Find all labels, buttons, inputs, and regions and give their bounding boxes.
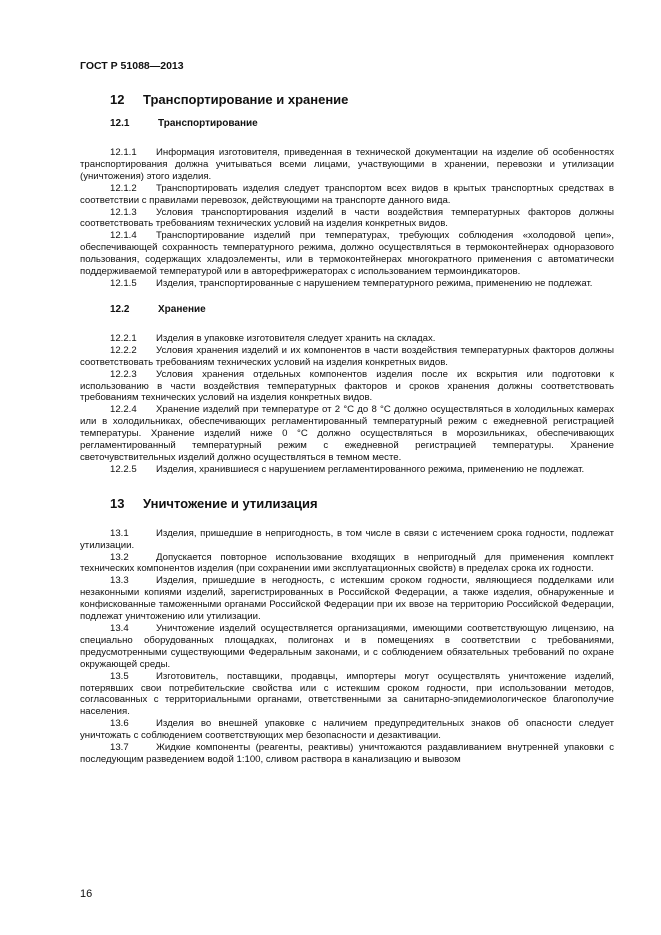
paragraph-text: Транспортирование изделий при температурах, требующих соблюдения «холодовой цепи», обеспечивающей сохранность температурного режима, должно осуществляться в термоконтейнерах одноразового пользования, содержащих хладоэлементы, или в термоконтейнерах многократного применения с автоматически поддерживаемой температурой или в авторефрижераторах с использованием термоиндикаторов. bbox=[80, 230, 614, 278]
paragraph bbox=[80, 345, 614, 369]
paragraph bbox=[80, 147, 614, 183]
paragraph-number: 12.1.2 bbox=[110, 182, 137, 194]
paragraph-text: Изделия в упаковке изготовителя следует хранить на складах. bbox=[156, 332, 436, 344]
section-title: Уничтожение и утилизация bbox=[143, 495, 318, 511]
paragraph-text: Хранение изделий при температуре от 2 °С до 8 °С должно осуществляться в холодильных камерах или в холодильниках, обеспечивающих регламентированный температурный режим с ежедневной регистрацией температуры. Хранение изделий ниже 0 °С должно осуществляться в морозильниках, обеспечивающих регламентированный температурный режим с ежедневной регистрацией температуры. Хранение светочувствительных изделий должно осуществляться в темном месте. bbox=[80, 404, 614, 463]
paragraph-text: Изделия во внешней упаковке с наличием предупредительных знаков об опасности следует уничтожать с соблюдением соответствующих мер безопасности и дезактивации. bbox=[80, 718, 614, 742]
paragraph-number: 12.2.1 bbox=[110, 332, 137, 344]
paragraph-text: Изделия, пришедшие в непригодность, в том числе в связи с истечением срока годности, подлежат утилизации. bbox=[80, 527, 614, 551]
paragraph-number: 13.1 bbox=[110, 527, 129, 539]
paragraph-number: 12.2.5 bbox=[110, 463, 137, 475]
subsection-12-1-heading bbox=[80, 118, 614, 131]
paragraph-number: 12.2.4 bbox=[110, 404, 137, 416]
paragraph-number: 12.1.3 bbox=[110, 206, 137, 218]
paragraph-number: 12.1.5 bbox=[110, 277, 137, 289]
paragraph bbox=[80, 671, 614, 719]
paragraph bbox=[80, 207, 614, 231]
paragraph-number: 13.5 bbox=[110, 670, 129, 682]
paragraph bbox=[80, 718, 614, 742]
paragraph bbox=[80, 230, 614, 278]
subsection-title: Транспортирование bbox=[158, 118, 258, 129]
page-number: 16 bbox=[80, 888, 93, 900]
paragraph-text: Изделия, пришедшие в негодность, с истекшим сроком годности, являющиеся подделками или незаконными копиями изделий, зарегистрированных в Российской Федерации, а также изделия, обнаруженные и конфискованные таможенными органами Российской Федерации при их ввозе на территорию Российской Федерации, подлежат уничтожению или утилизации. bbox=[80, 575, 614, 623]
subsection-12-2-heading bbox=[80, 304, 614, 317]
paragraph-text: Изготовитель, поставщики, продавцы, импортеры могут осуществлять уничтожение изделий, потерявших свои потребительские свойства или с истекшим сроком годности, при использовании методов, согласованных с территориальными органами, ответственными за санитарно-эпидемиологическое благополучие населения. bbox=[80, 670, 614, 718]
paragraph-text: Изделия, транспортированные с нарушением температурного режима, применению не подлежат. bbox=[156, 277, 593, 289]
paragraph-text: Условия хранения изделий и их компонентов в части воздействия температурных факторов должны соответствовать требованиям технических условий на изделия конкретных видов. bbox=[80, 344, 614, 368]
document-page bbox=[80, 60, 614, 766]
running-header: ГОСТ Р 51088—2013 bbox=[80, 60, 184, 72]
subsection-title: Хранение bbox=[158, 303, 206, 315]
paragraph bbox=[80, 552, 614, 576]
paragraph-text: Транспортировать изделия следует транспортом всех видов в крытых транспортных средствах в соответствии с правилами перевозок, действующими на транспорте данного вида. bbox=[80, 182, 614, 206]
paragraph bbox=[80, 333, 614, 345]
paragraph-text: Условия хранения отдельных компонентов изделия после их вскрытия или подготовки к использованию в части воздействия температурных факторов и сроков хранения должны соответствовать требованиям технических условий на изделия конкретных видов. bbox=[80, 368, 614, 404]
paragraph-text: Уничтожение изделий осуществляется организациями, имеющими соответствующую лицензию, на специально оборудованных площадках, полигонах и в помещениях в соответствии с требованиями, предусмотренными существующими Федеральным законами, и с соблюдением обязательных требований по охране окружающей среды. bbox=[80, 623, 614, 670]
paragraph-number: 12.1.1 bbox=[110, 147, 137, 158]
paragraph bbox=[80, 464, 614, 476]
paragraph bbox=[80, 369, 614, 405]
paragraph bbox=[80, 404, 614, 464]
paragraph-text: Условия транспортирования изделий в части воздействия температурных факторов должны соответствовать требованиям технических условий на изделия конкретных видов. bbox=[80, 206, 614, 230]
section-title: Транспортирование и хранение bbox=[143, 92, 349, 107]
paragraph bbox=[80, 278, 614, 290]
paragraph-number: 13.7 bbox=[110, 742, 129, 754]
paragraph bbox=[80, 183, 614, 207]
section-12-heading bbox=[80, 92, 614, 108]
paragraph-number: 13.2 bbox=[110, 551, 129, 563]
paragraph-number: 12.1.4 bbox=[110, 230, 137, 242]
paragraph-number: 12.2.3 bbox=[110, 368, 137, 380]
paragraph-text: Изделия, хранившиеся с нарушением регламентированного режима, применению не подлежат. bbox=[156, 463, 585, 475]
paragraph-number: 13.4 bbox=[110, 623, 129, 634]
paragraph-text: Жидкие компоненты (реагенты, реактивы) уничтожаются раздавливанием внутренней упаковки с последующим разведением водой 1:100, сливом раствора в канализацию и вывозом bbox=[80, 742, 614, 765]
subsection-number: 12.1 bbox=[110, 118, 130, 129]
paragraph bbox=[80, 575, 614, 623]
paragraph-number: 12.2.2 bbox=[110, 344, 137, 356]
section-13-heading bbox=[80, 496, 614, 512]
paragraph bbox=[80, 742, 614, 766]
paragraph-number: 13.3 bbox=[110, 575, 129, 587]
paragraph bbox=[80, 528, 614, 552]
paragraph-text: Допускается повторное использование входящих в непригодный для применения комплект технических компонентов изделия (при сохранении ими эксплуатационных свойств) в пределах срока их годности. bbox=[80, 551, 614, 575]
paragraph-text: Информация изготовителя, приведенная в технической документации на изделие об особенностях транспортирования должна учитываться всеми лицами, участвующими в хранении, перевозки и утилизации (уничтожения) этого изделия. bbox=[80, 147, 614, 182]
paragraph bbox=[80, 623, 614, 671]
subsection-number: 12.2 bbox=[110, 303, 130, 315]
section-number: 13 bbox=[110, 495, 125, 511]
paragraph-number: 13.6 bbox=[110, 718, 129, 730]
section-number: 12 bbox=[110, 92, 125, 107]
